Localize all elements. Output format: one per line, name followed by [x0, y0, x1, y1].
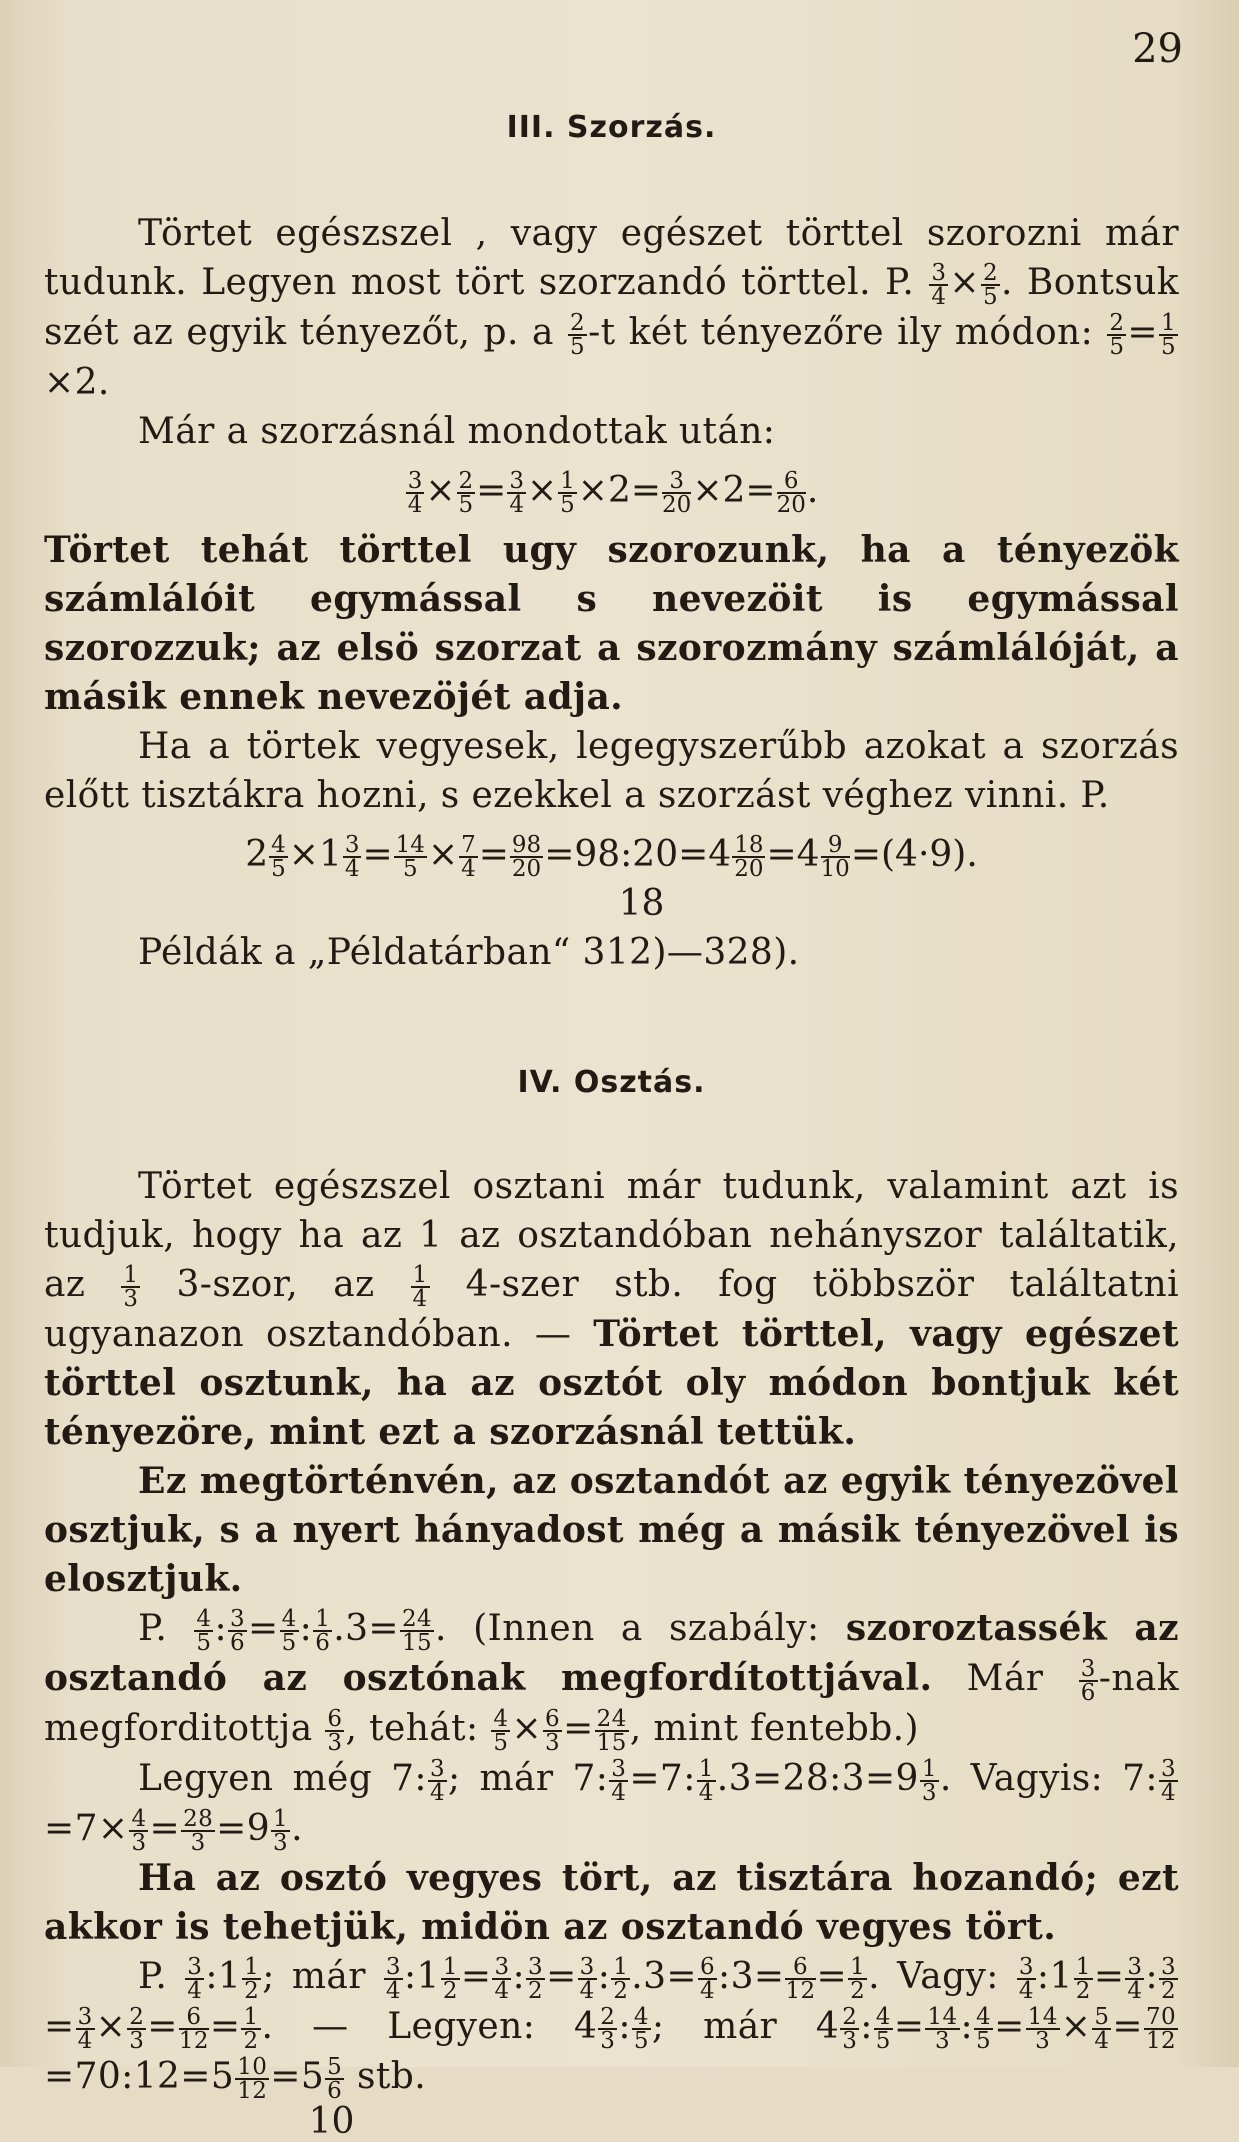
- paragraph-mult-lead: Már a szorzásnál mondottak után:: [138, 411, 776, 452]
- rule-division: Ez megtörténvén, az osztandót az egyik tényezövel osztjuk, s a nyert hányadost még a másik tényezövel is elosztjuk.: [44, 1460, 1179, 1600]
- rule-multiplication: Törtet tehát törttel ugy szorozunk, ha a tényezök számlálóit egymással s nevezöit is egymással szorozzuk; az elsö szorzat a szorozmány számlálóját, a másik ennek nevezöjét adja.: [44, 529, 1179, 718]
- text: Törtet egészszel , vagy egészet törttel szorozni már tudunk. Legyen most tört szorzandó törttel. P.: [44, 213, 1179, 303]
- fraction: $\frac{2}{5}$: [1109, 310, 1125, 360]
- fraction: $\frac{2}{5}$: [982, 260, 998, 310]
- page-number: 29: [1132, 26, 1183, 72]
- text: -t két tényezőre ily módon:: [588, 312, 1107, 353]
- equation-mult: $\frac{3}{4}$ × $\frac{2}{5}$ = $\frac{3}{4}$ × $\frac{1}{5}$ ×2= $\frac{3}{20}$ ×2= $\frac{6}{20}$ .: [407, 468, 819, 518]
- signature-mark: 10: [308, 2101, 355, 2142]
- rule-mixed-divisor: Ha az osztó vegyes tört, az tisztára hozandó; ezt akkor is tehetjük, midön az osztandó vegyes tört.: [44, 1857, 1179, 1948]
- fraction: $\frac{3}{4}$: [931, 260, 947, 310]
- examples-reference: Példák a „Példatárban“ 312)—328).: [138, 932, 800, 973]
- fraction: $\frac{2}{5}$: [570, 310, 586, 360]
- paragraph-mult-intro: Törtet egészszel , vagy egészet törttel szorozni már tudunk. Legyen most tört szorzandó törttel. P. $\frac{3}{4}$ × $\frac{2}{5}$ . Bontsuk szét az egyik tényezőt, p. a $\frac{2}{5}$ -t két tényezőre ily módon: $\frac{2}{5}$ = $\frac{1}{5}$ ×2.: [44, 213, 1179, 403]
- paragraph-div-mixed: P. $\frac{3}{4}$ :1 $\frac{1}{2}$ ; már $\frac{3}{4}$ :1 $\frac{1}{2}$ = $\frac{3}{4}$ : $\frac{3}{2}$ = $\frac{3}{4}$ : $\frac{1}{2}$ .3= $\frac{6}{4}$ :3= $\frac{6}{12}$ = $\frac{1}{2}$ . Vagy: $\frac{3}{4}$ :1 $\frac{1}{2}$ = $\frac{3}{4}$ : $\frac{3}{2}$ = $\frac{3}{4}$ × $\frac{2}{3}$ = $\frac{6}{12}$ = $\frac{1}{2}$ . — Legyen: 4 $\frac{2}{3}$ : $\frac{4}{5}$ ; már 4 $\frac{2}{3}$ : $\frac{4}{5}$ = $\frac{14}{3}$ : $\frac{4}{5}$ = $\frac{14}{3}$ × $\frac{5}{4}$ = $\frac{70}{12}$ =70:12=5 $\frac{10}{12}$ =5 $\frac{5}{6}$ stb.: [44, 1954, 1177, 2104]
- paragraph-div-integer: Legyen még 7: $\frac{3}{4}$ ; már 7: $\frac{3}{4}$ =7: $\frac{1}{4}$ .3=28:3=9 $\frac{1}{3}$ . Vagyis: 7: $\frac{3}{4}$ =7× $\frac{4}{3}$ = $\frac{28}{3}$ =9 $\frac{1}{3}$ .: [44, 1756, 1176, 1856]
- text: . Bontsuk szét az egyik tényezőt, p. a: [44, 262, 1179, 353]
- equation-mixed: 2 $\frac{4}{5}$ ×1 $\frac{3}{4}$ = $\frac{14}{5}$ × $\frac{7}{4}$ = $\frac{98}{20}$ =98:20=4 $\frac{18}{20}$ =4 $\frac{9}{10}$ =(4·9).: [245, 832, 978, 882]
- paragraph-div-example: P. $\frac{4}{5}$ : $\frac{3}{6}$ = $\frac{4}{5}$ : $\frac{1}{6}$ .3= $\frac{24}{15}$ . (Innen a szabály: szoroztassék az osztandó az osztónak megfordítottjával. Már $\frac{3}{6}$ -nak megforditottja $\frac{6}{3}$ , tehát: $\frac{4}{5}$ × $\frac{6}{3}$ = $\frac{24}{15}$ , mint fentebb.): [44, 1606, 1179, 1756]
- section-heading-multiplication: III. Szorzás.: [506, 110, 717, 145]
- paragraph-div-intro: Törtet egészszel osztani már tudunk, valamint azt is tudjuk, hogy ha az 1 az osztandóban nehányszor találtatik, az $\frac{1}{3}$ 3-szor, az $\frac{1}{4}$ 4-szer stb. fog többször találtatni ugyanazon osztandóban. — Törtet törttel, vagy egészet törttel osztunk, ha az osztót oly módon bontjuk két tényezöre, mint ezt a szorzásnál tettük.: [44, 1166, 1179, 1453]
- paragraph-mixed-numbers: Ha a törtek vegyesek, legegyszerűbb azokat a szorzás előtt tisztákra hozni, s ezekkel a szorzást véghez vinni. P.: [44, 726, 1179, 816]
- equation-note: 18: [618, 883, 665, 924]
- section-heading-division: IV. Osztás.: [517, 1065, 706, 1100]
- fraction: $\frac{1}{5}$: [1160, 310, 1176, 360]
